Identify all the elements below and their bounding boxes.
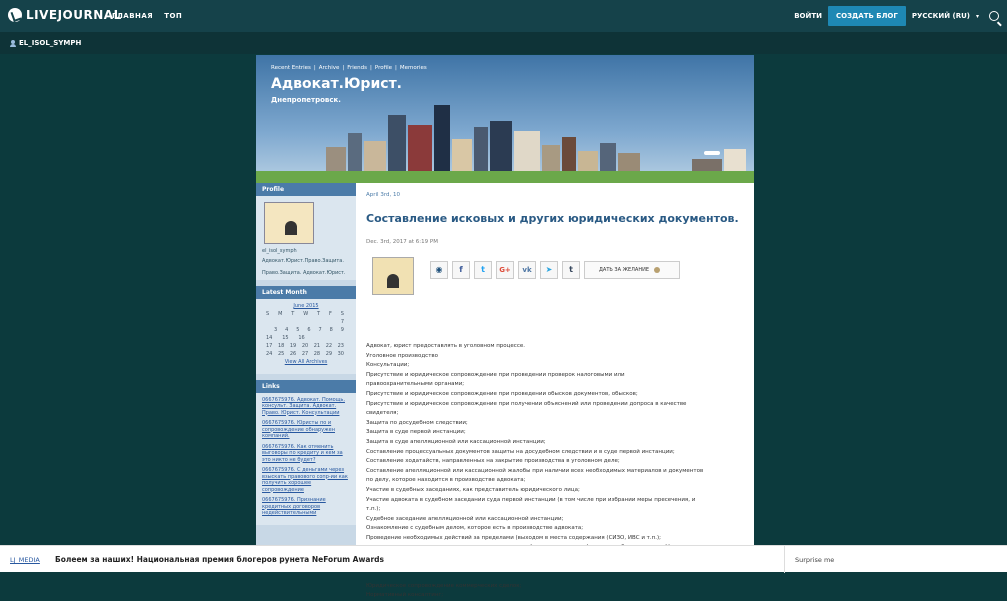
vk-icon[interactable]: vk — [518, 261, 536, 279]
sidebar-link[interactable]: 0667675976. С деньгами через взыскать правового сопр-ии как получить хорошее сопровождение — [262, 467, 348, 493]
links-heading: Links — [256, 380, 356, 393]
nav-archive[interactable]: Archive — [318, 65, 340, 71]
calendar-week: 24 25 26 27 28 29 30 — [266, 351, 344, 357]
journal-header — [256, 55, 754, 183]
post-line: Присутствие и юридическое сопровождение при проведении обысков документов, обысков; — [366, 390, 638, 397]
chevron-down-icon: ▾ — [975, 12, 979, 20]
post-line: Судебное заседание апелляционной или кассационной инстанции; — [366, 515, 564, 522]
search-icon[interactable] — [989, 11, 999, 21]
post-line: Ознакомление с судебным делом, которое есть в производстве адвоката; — [366, 525, 584, 532]
save-to-favorites-button[interactable] — [584, 261, 680, 279]
create-blog-button[interactable]: СОЗДАТЬ БЛОГ — [828, 6, 906, 26]
facebook-icon[interactable]: f — [452, 261, 470, 279]
language-selector[interactable]: РУССКИЙ (RU) — [911, 12, 970, 20]
post-line: Присутствие и юридическое сопровождение при получении объяснений или проведении допроса в качестве — [366, 400, 687, 407]
nav-main[interactable]: ГЛАВНАЯ — [112, 12, 154, 20]
post-line: Уголовное производство — [366, 352, 439, 359]
calendar-month[interactable]: June 2015 — [293, 303, 319, 309]
top-nav — [112, 12, 182, 20]
twitter-icon[interactable]: t — [474, 261, 492, 279]
nav-memories[interactable]: Memories — [399, 65, 427, 71]
brand-name: LIVEJOURNAL — [26, 8, 122, 22]
calendar-week: 14 15 16 — [266, 335, 305, 341]
journal-title[interactable]: Адвокат.Юрист. — [271, 76, 402, 92]
profile-description-2: Право.Защита. Адвокат.Юрист. — [262, 270, 346, 276]
post-line: Защита по досудебном следствии; — [366, 419, 468, 426]
post-line: Юридическое сопровождение коммерческих сделок; — [366, 582, 522, 589]
nav-friends[interactable]: Friends — [347, 65, 368, 71]
google-plus-icon[interactable]: G+ — [496, 261, 514, 279]
post-line: Адвокат, юрист предоставлять в уголовном процессе. — [366, 343, 525, 349]
post-line: Консультации; — [366, 362, 410, 369]
post-line: правоохранительными органами; — [366, 381, 465, 388]
latest-month-heading: Latest Month — [256, 286, 356, 299]
sidebar-link[interactable]: 0667675976. Как отменить выговоры по кредиту и кем за это никто не будет? — [262, 443, 343, 463]
journal-navlinks: Recent Entries | Archive | Friends | Profile | Memories — [271, 65, 427, 71]
post-line: Защита в суде апелляционной или кассационной инстанции; — [366, 438, 546, 445]
calendar-week: 7 — [340, 319, 344, 325]
tumblr-icon[interactable]: t — [562, 261, 580, 279]
post-line: Участие в судебных заседаниях, как представитель юридического лица; — [366, 486, 580, 493]
top-right-actions — [794, 6, 999, 26]
journal-userbar — [0, 32, 1007, 54]
share-bar — [366, 257, 746, 297]
post-area — [366, 183, 746, 599]
post-line: Составление процессуальных документов защиты на досудебном следствии и в суде первой инстанции; — [366, 448, 675, 455]
post-timestamp: Dec. 3rd, 2017 at 6:19 PM — [366, 239, 438, 245]
post-line: Составление ходатайств, направленных на закрытие производства в уголовном деле; — [366, 458, 620, 465]
post-line: Участие адвоката в судебном заседании суда первой инстанции (в том числе при избрании меры пресечения, и — [366, 496, 696, 503]
nav-profile[interactable]: Profile — [374, 65, 392, 71]
calendar-weekdays: S M T W T F S — [266, 311, 344, 317]
nav-top[interactable]: ТОП — [164, 12, 183, 20]
sidebar-link[interactable]: 0667675976. Признание кредитных договоров недействительными — [262, 497, 326, 516]
journal-owner[interactable] — [10, 39, 81, 47]
post-line: Составление апелляционной или кассационной жалобы при наличии всех необходимых материалов и документов — [366, 467, 704, 474]
links-box — [256, 393, 356, 525]
post-userpic — [372, 257, 414, 295]
login-link[interactable]: ВОЙТИ — [794, 12, 822, 20]
post-line: Проведение необходимых действий за пределами (выходом в места содержания (СИЗО, ИВС и т.п.); — [366, 534, 661, 541]
profile-userpic[interactable] — [264, 202, 314, 244]
telegram-icon[interactable]: ➤ — [540, 261, 558, 279]
livejournal-topbar — [0, 0, 1007, 32]
post-line: т.п.); — [366, 506, 381, 513]
coin-icon — [654, 267, 660, 273]
post-line: по делу, которое находится в производстве адвоката; — [366, 477, 526, 484]
post-line: Присутствие и юридическое сопровождение при проведении проверок налоговыми или — [366, 371, 625, 378]
post-line — [366, 572, 744, 582]
profile-heading: Profile — [256, 183, 356, 196]
post-title[interactable]: Составление исковых и других юридических документов. — [366, 212, 739, 225]
livejournal-share-icon[interactable]: ◉ — [430, 261, 448, 279]
livejournal-logo[interactable] — [8, 8, 122, 22]
journal-subtitle: Днепропетровск. — [271, 96, 341, 104]
post-line: свидетеля; — [366, 410, 399, 417]
journal-sidebar — [256, 183, 356, 545]
journal-username: EL_ISOL_SYMPH — [19, 39, 82, 47]
bottom-promo-bar — [0, 545, 1007, 572]
profile-username[interactable]: el_isol_symph — [262, 248, 297, 254]
calendar-box — [256, 299, 356, 374]
profile-description: Адвокат.Юрист.Право.Защита. — [262, 258, 344, 264]
surprise-me-link[interactable]: Surprise me — [795, 556, 835, 564]
sidebar-link[interactable]: 0667675976. Адвокат. Помощь, консульт. Защита. Адвокат. Право. Юрист. Консультации — [262, 396, 345, 416]
profile-box — [256, 196, 356, 280]
view-all-archives-link[interactable]: View All Archives — [284, 359, 328, 365]
calendar-week: 3 4 5 6 7 8 9 — [273, 327, 344, 333]
nav-recent-entries[interactable]: Recent Entries — [271, 65, 311, 71]
calendar-grid — [266, 311, 344, 357]
promo-headline[interactable]: Болеем за наших! Национальная премия блогеров рунета NeForum Awards — [55, 555, 384, 564]
grass-strip — [256, 171, 754, 183]
bottom-divider — [784, 546, 785, 573]
livejournal-icon — [8, 8, 22, 22]
post-date-header: April 3rd, 10 — [366, 192, 400, 198]
lj-media-tag[interactable]: LJ_MEDIA — [10, 556, 40, 564]
airplane-illustration — [704, 151, 720, 155]
calendar-week: 17 18 19 20 21 22 23 — [266, 343, 344, 349]
save-label: ДАТЬ ЗА ЖЕЛАНИЕ — [599, 267, 649, 273]
user-icon — [10, 40, 16, 47]
journal-page — [256, 55, 754, 599]
post-line: Защита в суде первой инстанции; — [366, 429, 466, 436]
city-skyline-illustration — [256, 93, 754, 183]
post-line: Нормативный консалтинг; — [366, 592, 444, 599]
sidebar-link[interactable]: 0667675976. Юристы по и сопровождение обнаружен компаний. — [262, 420, 335, 439]
